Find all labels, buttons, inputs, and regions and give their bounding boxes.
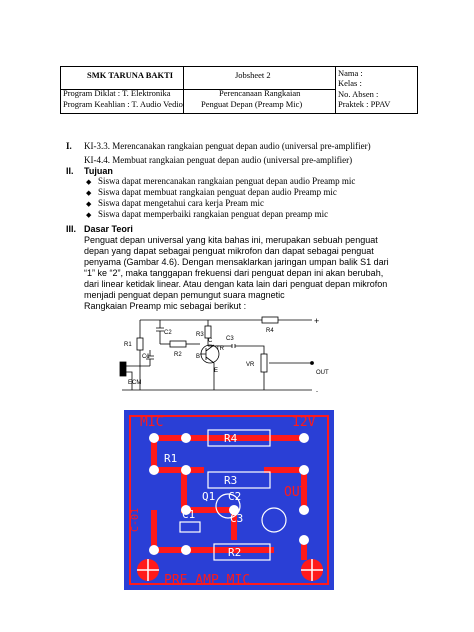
label-r4: R4	[266, 328, 274, 334]
pcb-label-q1: Q1	[202, 490, 216, 503]
table-divider	[335, 67, 336, 113]
section-2-number: II.	[66, 166, 74, 176]
pcb-label-r2: R2	[228, 546, 242, 559]
pcb-label-r1: R1	[164, 452, 178, 465]
label-b: B	[196, 354, 201, 360]
label-vr: VR	[246, 362, 255, 368]
theory-line: Penguat depan universal yang kita bahas ini, merupakan sebuah penguat	[84, 235, 378, 245]
section-2-heading: Tujuan	[84, 166, 113, 176]
ki-3-3: KI-3.3. Merencanakan rangkaian penguat depan audio (universal pre-amplifier)	[84, 141, 371, 151]
label-tr: TR	[216, 346, 224, 352]
label-r3: R3	[196, 332, 204, 338]
registration-mark-icon	[301, 559, 323, 581]
pcb-label-c1: C1	[182, 508, 196, 521]
registration-mark-icon	[137, 559, 159, 581]
objective-text: Siswa dapat membuat rangkaian penguat depan audio Preamp mic	[98, 187, 337, 197]
capacitor-c2	[156, 320, 164, 344]
pcb-layout	[124, 410, 334, 590]
section-1-number: I.	[66, 141, 72, 151]
objective-text: Siswa dapat memperbaiki rangkaian penguat depan preamp mic	[98, 209, 329, 219]
diamond-bullet-icon: ◆	[86, 200, 92, 208]
jobsheet-label: Jobsheet 2	[235, 70, 271, 80]
ecm-microphone	[120, 362, 126, 376]
jobsheet-title: Perencanaan Rangkaian	[219, 88, 301, 98]
pcb-label-out: OUT	[284, 485, 308, 500]
resistor-r4	[262, 317, 278, 323]
label-c2: C2	[164, 330, 172, 336]
diamond-bullet-icon: ◆	[86, 178, 92, 186]
school-name: SMK TARUNA BAKTI	[87, 70, 174, 80]
preamp-schematic	[112, 310, 350, 400]
label-ecm: ECM	[128, 380, 142, 386]
jobsheet-subtitle: Penguat Depan (Preamp Mic)	[201, 99, 303, 109]
section-3-heading: Dasar Teori	[84, 224, 133, 234]
pcb-label-r4: R4	[224, 432, 238, 445]
program-keahlian: Program Keahlian : T. Audio Vedio	[63, 99, 183, 109]
objective-text: Siswa dapat merencanakan rangkaian penguat depan audio Preamp mic	[98, 176, 356, 186]
theory-line: penyama (Gambar 4.6). Dengan mensaklarkan jaringan umpan balik S1 dari	[84, 257, 389, 267]
label-out: OUT	[316, 370, 329, 376]
ki-4-4: KI-4.4. Membuat rangkaian penguat depan audio (universal pre-amplifier)	[84, 155, 353, 165]
label-e: E	[214, 368, 219, 374]
label-r1: R1	[124, 342, 132, 348]
resistor-r2	[170, 341, 186, 347]
label-c: C	[208, 338, 213, 344]
list-item	[86, 208, 91, 221]
field-no-absen: No. Absen :	[338, 89, 379, 99]
table-divider	[183, 67, 184, 113]
theory-line: dari linear ketidak linear. Atau dengan kata lain dari penguat depan mikrofon	[84, 279, 388, 289]
theory-line: Rangkaian Preamp mic sebagai berikut :	[84, 301, 247, 311]
objective-text: Siswa dapat mengetahui cara kerja Pream mic	[98, 198, 264, 208]
section-3-number: III.	[66, 224, 77, 234]
header-table	[60, 66, 418, 114]
resistor-r3	[205, 326, 211, 338]
label-c1: C1	[142, 354, 150, 360]
diamond-bullet-icon: ◆	[86, 211, 92, 219]
program-diklat: Program Diklat : T. Elektronika	[63, 88, 171, 98]
diamond-bullet-icon: ◆	[86, 189, 92, 197]
label-r2: R2	[174, 352, 182, 358]
label-minus: -	[316, 389, 318, 395]
pcb-label-r3: R3	[224, 474, 238, 487]
label-c3: C3	[226, 336, 234, 342]
pcb-label-side: C-01	[130, 507, 141, 532]
pcb-label-12v: 12V	[292, 415, 316, 430]
pcb-label-c2: C2	[228, 490, 242, 503]
theory-line: depan yang dapat sebagai penguat mikrofon dan dapat sebagai penguat	[84, 246, 374, 256]
field-nama: Nama :	[338, 68, 363, 78]
theory-line: “1” ke “2”, maka tanggapan frekuensi dari penguat depan ini akan berubah,	[84, 268, 384, 278]
theory-line: menjadi penguat depan pemungut suara magnetic	[84, 290, 285, 300]
pcb-label-footer: PRE AMP MIC	[164, 573, 251, 588]
resistor-r1	[137, 338, 143, 350]
pcb-label-c3: C3	[230, 512, 244, 525]
variable-resistor-vr	[261, 354, 267, 372]
field-kelas: Kelas :	[338, 78, 362, 88]
pcb-label-mic: MIC	[140, 415, 164, 430]
label-plus: +	[314, 316, 320, 326]
field-praktek: Praktek : PPAV	[338, 99, 391, 109]
